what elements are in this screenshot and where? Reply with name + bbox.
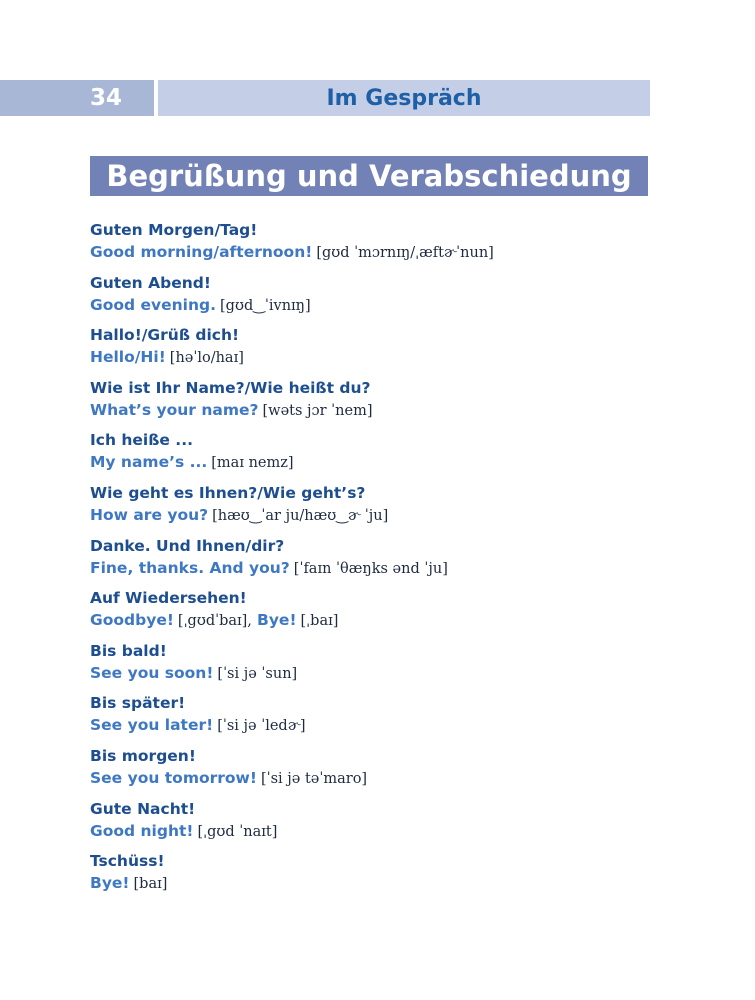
phrase-entry bbox=[90, 587, 690, 640]
pronunciation: [ˈsi jə ˈsun] bbox=[217, 665, 298, 682]
english-line bbox=[90, 451, 690, 474]
english-line bbox=[90, 294, 690, 317]
german-phrase: Guten Morgen/Tag! bbox=[90, 221, 258, 239]
chapter-header-block bbox=[158, 80, 650, 116]
section-banner bbox=[90, 156, 648, 196]
pronunciation: [wəts jɔr ˈnem] bbox=[262, 402, 373, 419]
phrase-entry bbox=[90, 377, 690, 430]
german-phrase: Bis bald! bbox=[90, 641, 167, 660]
pronunciation: [ˈsi jə ˈledɚ] bbox=[217, 718, 306, 735]
phrase-entry bbox=[90, 482, 690, 535]
german-phrase: Wie ist Ihr Name?/Wie heißt du? bbox=[90, 378, 371, 397]
section-title: Begrüßung und Verabschiedung bbox=[106, 159, 632, 193]
english-phrase: Hello/Hi! bbox=[90, 348, 166, 367]
pronunciation: [hæʊ‿ˈar ju/hæʊ‿ɚ ˈju] bbox=[212, 507, 389, 524]
pronunciation: [gʊd‿ˈivnɪŋ] bbox=[220, 297, 311, 314]
pronunciation-alt: [ˌbaɪ] bbox=[300, 613, 339, 630]
chapter-title: Im Gespräch bbox=[326, 86, 482, 111]
english-phrase: See you soon! bbox=[90, 663, 214, 682]
phrase-entry bbox=[90, 272, 690, 325]
english-phrase: Good morning/afternoon! bbox=[90, 243, 313, 261]
pronunciation: [maɪ nemz] bbox=[211, 455, 294, 472]
english-line bbox=[90, 872, 690, 895]
english-line bbox=[90, 346, 690, 369]
german-phrase: Danke. Und Ihnen/dir? bbox=[90, 536, 285, 555]
phrase-entry bbox=[90, 640, 690, 693]
pronunciation: [gʊd ˈmɔrnɪŋ/ˌæftɚˈnun] bbox=[316, 245, 494, 261]
pronunciation: [ˈsi jə təˈmaro] bbox=[260, 770, 368, 787]
german-phrase: Ich heiße ... bbox=[90, 431, 193, 450]
page-header bbox=[0, 80, 650, 116]
pronunciation: [baɪ] bbox=[133, 876, 168, 893]
phrase-entry bbox=[90, 692, 690, 745]
german-phrase: Bis später! bbox=[90, 694, 186, 713]
page-number-block bbox=[0, 80, 154, 116]
english-line bbox=[90, 399, 690, 422]
pronunciation: [ˌgʊdˈbaɪ], bbox=[177, 613, 252, 630]
english-phrase: See you later! bbox=[90, 716, 214, 735]
english-line bbox=[90, 241, 690, 264]
phrase-entry bbox=[90, 429, 690, 482]
english-line bbox=[90, 714, 690, 737]
page-number: 34 bbox=[89, 85, 122, 111]
english-phrase: What’s your name? bbox=[90, 400, 259, 419]
english-phrase: My name’s ... bbox=[90, 453, 208, 472]
phrase-entry bbox=[90, 324, 690, 377]
english-line bbox=[90, 820, 690, 843]
german-phrase: Wie geht es Ihnen?/Wie geht’s? bbox=[90, 483, 366, 502]
german-phrase: Gute Nacht! bbox=[90, 799, 196, 818]
pronunciation: [ˌgʊd ˈnaɪt] bbox=[197, 823, 278, 840]
phrase-entry bbox=[90, 798, 690, 851]
english-phrase: See you tomorrow! bbox=[90, 768, 257, 787]
english-line bbox=[90, 662, 690, 685]
german-phrase: Auf Wiedersehen! bbox=[90, 589, 247, 608]
german-phrase: Hallo!/Grüß dich! bbox=[90, 326, 240, 345]
pronunciation: [həˈlo/haɪ] bbox=[169, 350, 244, 367]
phrase-entry bbox=[90, 219, 690, 272]
german-phrase: Guten Abend! bbox=[90, 273, 211, 292]
phrase-entry bbox=[90, 850, 690, 903]
english-phrase: How are you? bbox=[90, 505, 209, 524]
english-phrase: Good evening. bbox=[90, 295, 217, 314]
german-phrase: Tschüss! bbox=[90, 852, 165, 871]
english-phrase: Fine, thanks. And you? bbox=[90, 558, 290, 577]
english-phrase: Goodbye! bbox=[90, 611, 174, 630]
english-phrase: Bye! bbox=[90, 874, 130, 893]
english-line bbox=[90, 609, 690, 632]
phrase-list bbox=[90, 219, 690, 903]
phrase-entry bbox=[90, 535, 690, 588]
english-line bbox=[90, 504, 690, 527]
english-line bbox=[90, 767, 690, 790]
english-phrase: Good night! bbox=[90, 821, 194, 840]
german-phrase: Bis morgen! bbox=[90, 746, 196, 765]
phrase-entry bbox=[90, 745, 690, 798]
english-line bbox=[90, 557, 690, 580]
pronunciation: [ˈfaɪn ˈθæŋks ənd ˈju] bbox=[293, 560, 448, 577]
english-phrase-alt: Bye! bbox=[257, 611, 297, 630]
